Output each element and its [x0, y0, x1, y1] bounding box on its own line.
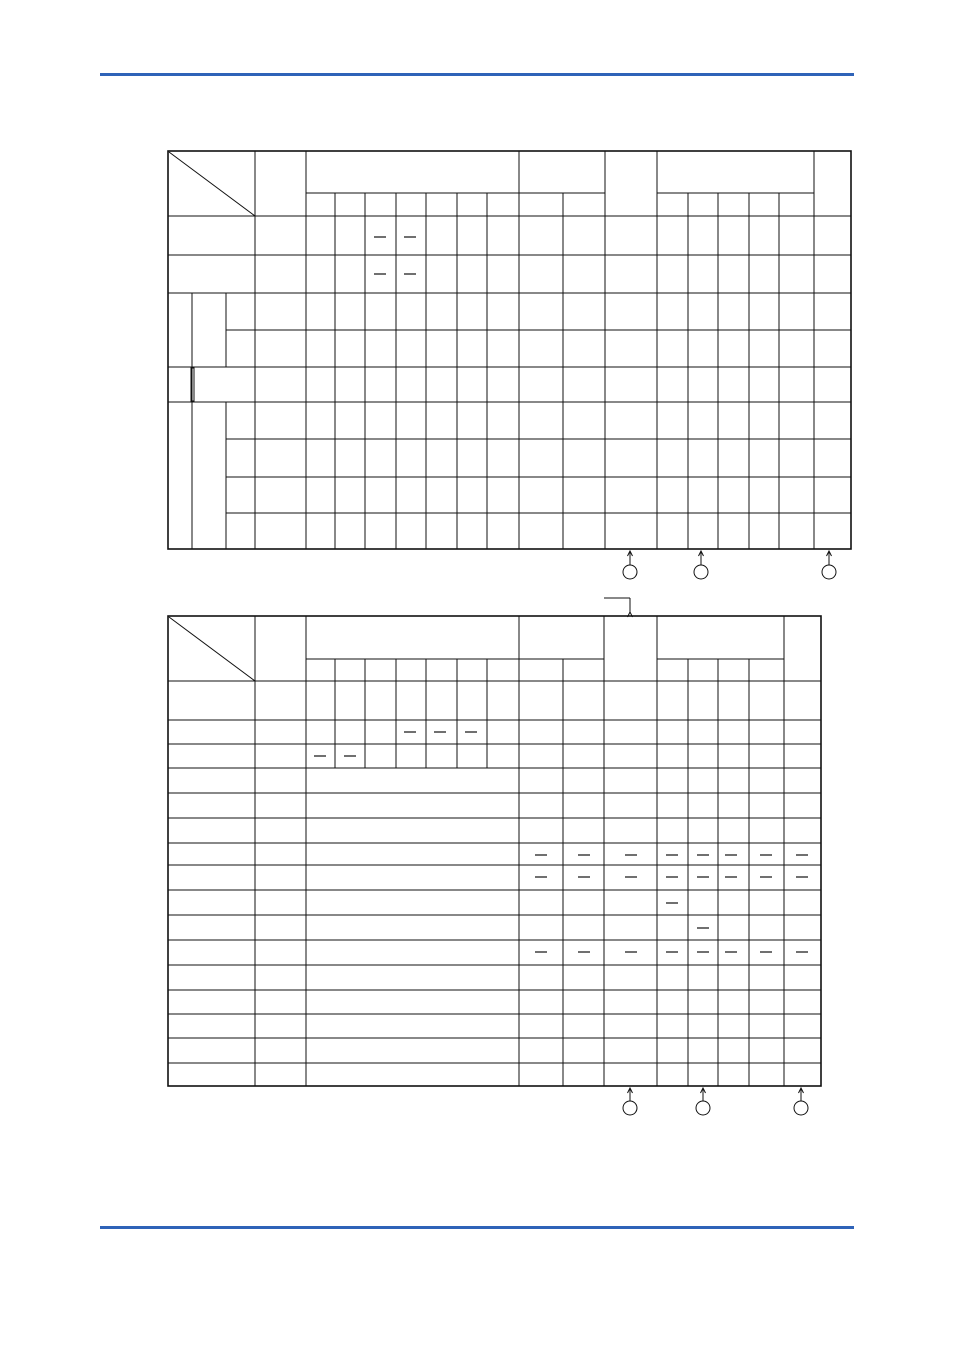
callout-circle — [623, 565, 637, 579]
upper-table — [168, 151, 851, 549]
lower-table — [168, 616, 821, 1086]
callout-circle — [794, 1101, 808, 1115]
callout-circle — [694, 565, 708, 579]
callout-circle — [822, 565, 836, 579]
diagonal-header-line — [169, 152, 255, 216]
diagonal-header-line — [169, 617, 255, 681]
callout-circle — [696, 1101, 710, 1115]
table-border — [168, 616, 821, 1086]
callouts — [604, 551, 836, 1115]
callout-circle — [623, 1101, 637, 1115]
